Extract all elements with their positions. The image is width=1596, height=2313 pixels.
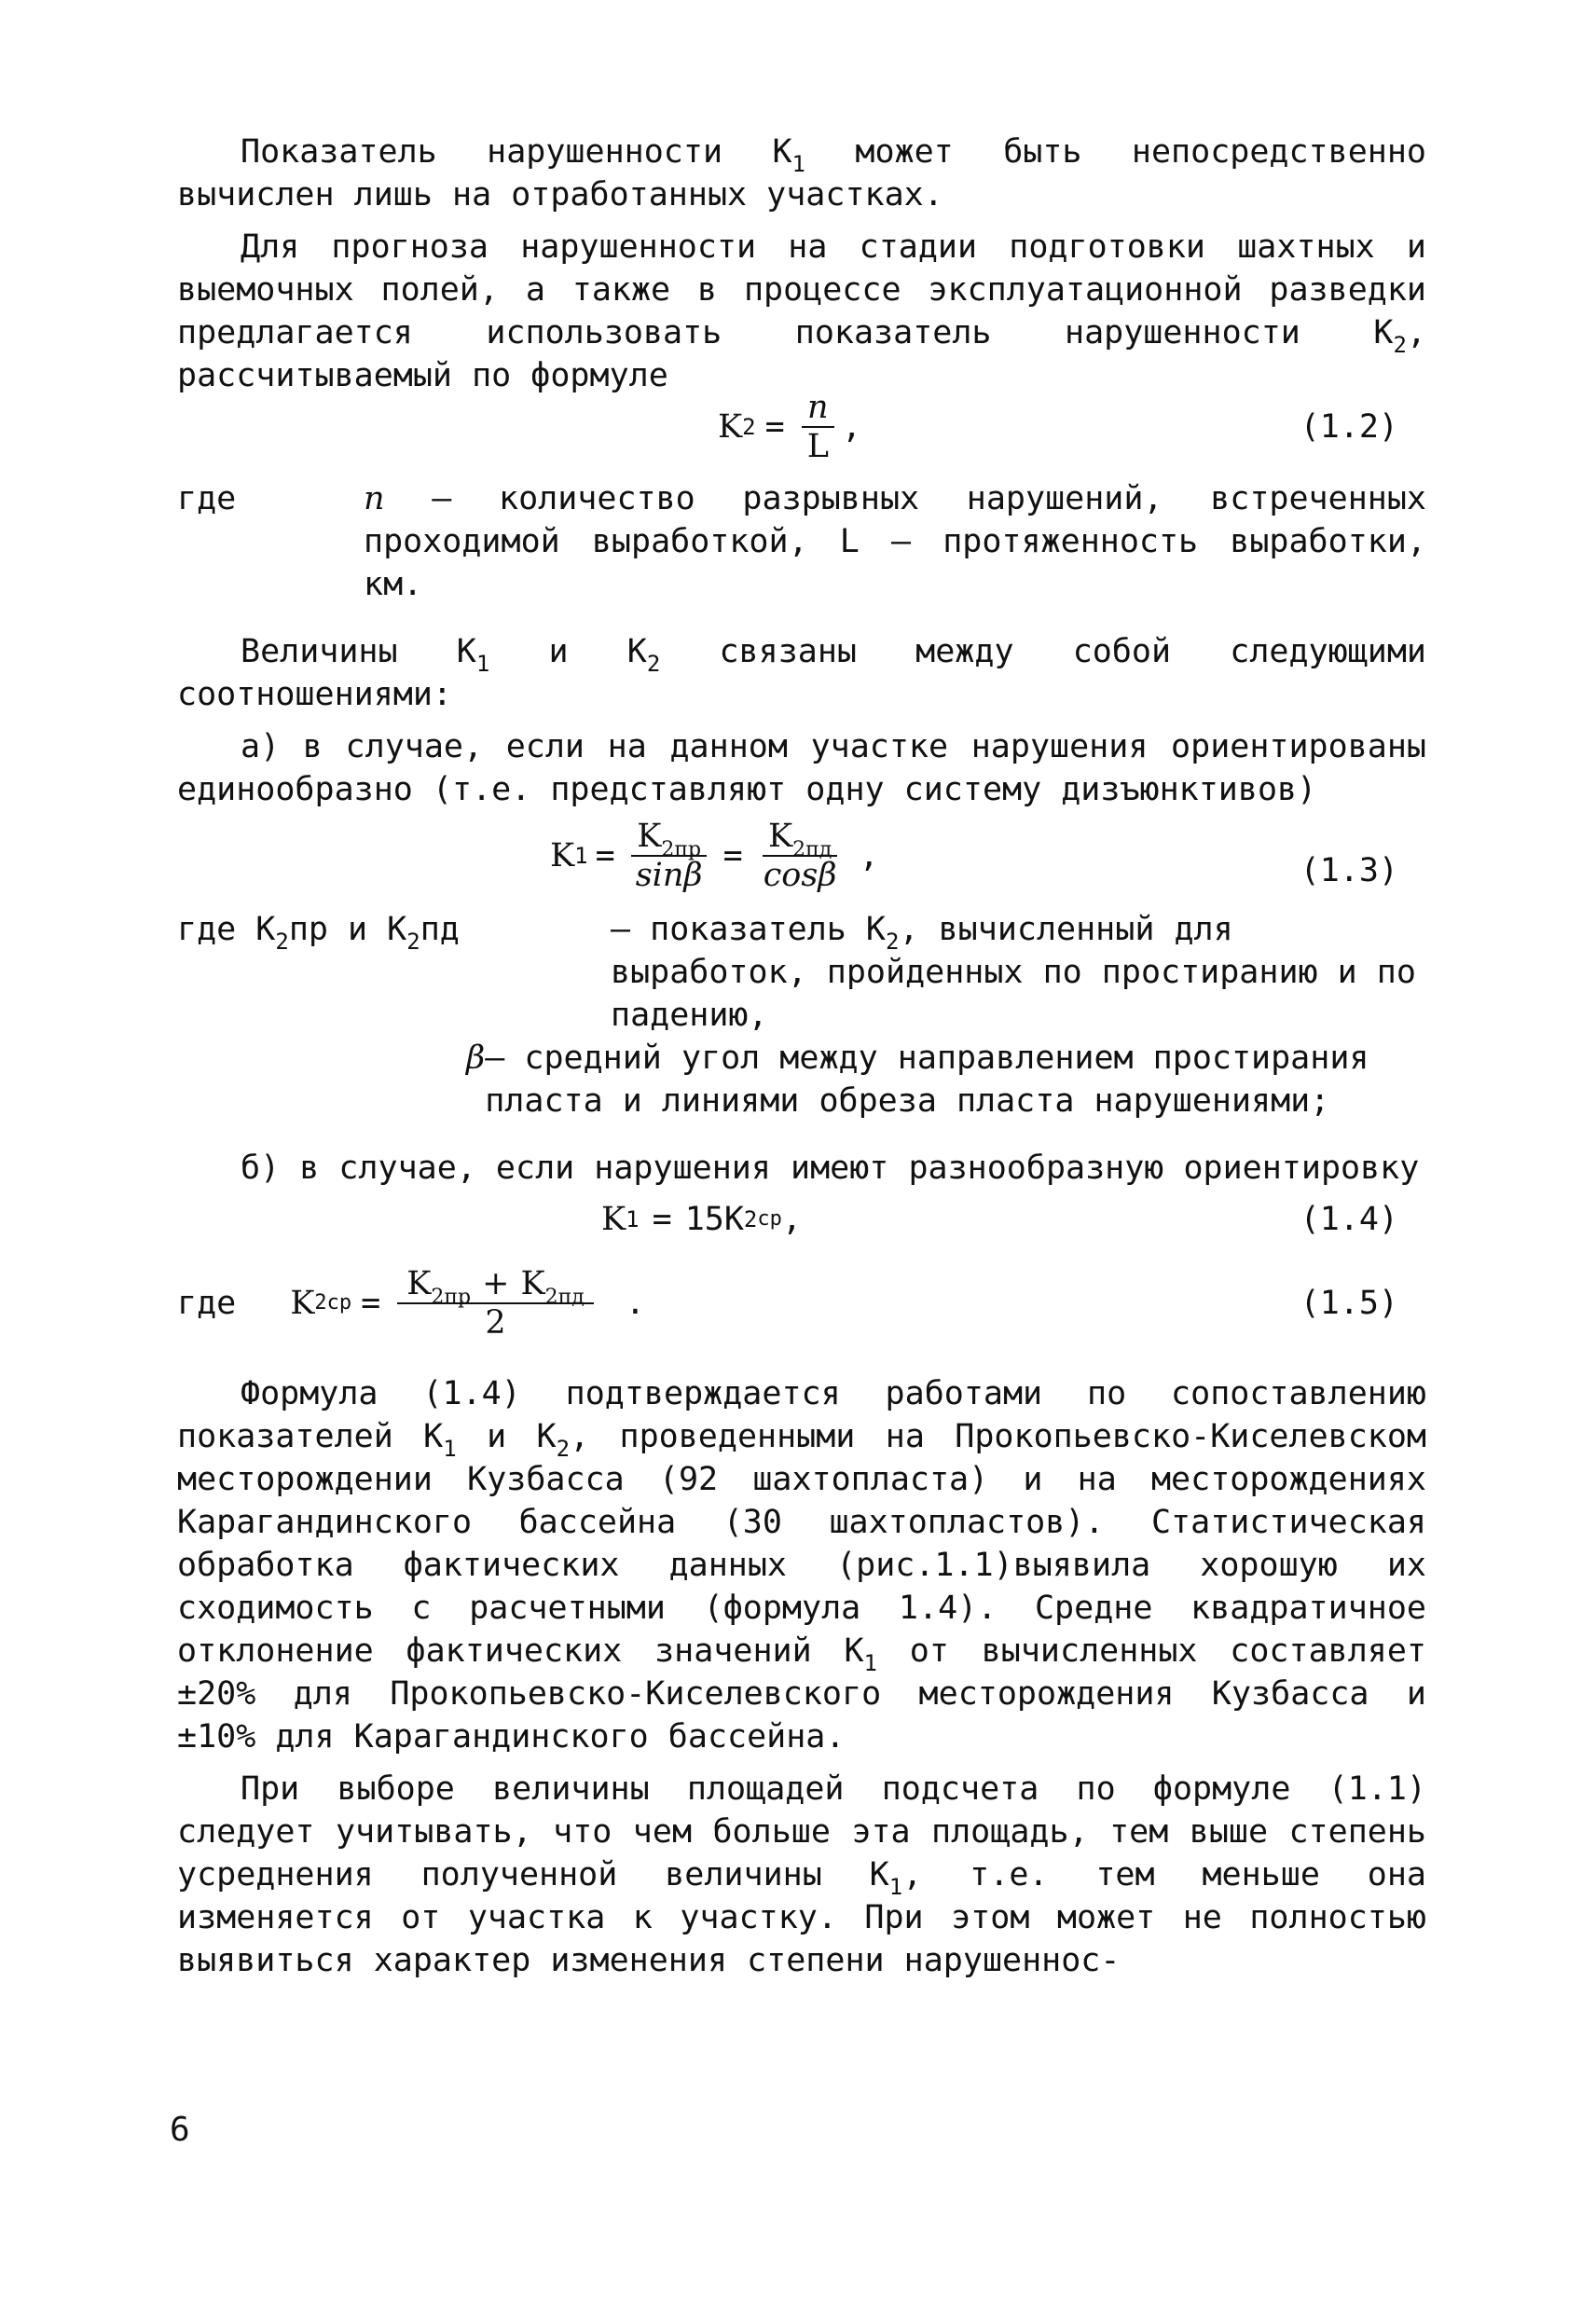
where-block-beta bbox=[466, 1037, 1426, 1122]
period: . bbox=[625, 1285, 645, 1322]
paragraph-6-text-rest: , проведенными на Прокопьевско-Киселевском месторождении Кузбасса (92 шахтопласта) и на месторождениях Карагандинского бассейна (30 шахтопластов). Статистическая обработка фактических данных (рис.1.1)выявила хорошую их сходимость с расчетными (формула 1.4). Средне квадратичное отклонение фактических значений K bbox=[177, 1418, 1426, 1670]
subscript: 2пр bbox=[661, 838, 702, 861]
where-text: – количество разрывных нарушений, встреченных проходимой выработкой, L – протяженность выработки, км. bbox=[364, 480, 1426, 603]
subscript: 2пр bbox=[431, 1286, 472, 1309]
paragraph-2 bbox=[177, 226, 1426, 397]
subscript: 1 bbox=[475, 651, 490, 677]
formula-1-3: K 1 = $\frac{K_{2пр}}{\sin\beta}$ = $\frac{K_{2пд}}{\cos\beta}$ , (1.3) bbox=[177, 811, 1426, 901]
subscript: 1 bbox=[791, 151, 805, 177]
plus-sign: + bbox=[482, 1265, 510, 1302]
formula-1-2: K 2 = $\frac{n}{L}$ , (1.2) bbox=[718, 389, 1398, 465]
formula-symbol: K bbox=[767, 818, 793, 855]
paragraph-6 bbox=[177, 1372, 1426, 1758]
comma: , bbox=[859, 837, 879, 874]
formula-1-5: где K 2ср = $\frac{K_{2пр} + K_{2пд}}{2}$ . (1.5) bbox=[177, 1259, 1426, 1348]
formula-symbol: K bbox=[718, 408, 743, 446]
where-block-2 bbox=[177, 908, 1426, 1037]
equation-number: (1.3) bbox=[1300, 852, 1398, 889]
subscript: 2 bbox=[1393, 332, 1407, 358]
paragraph-1 bbox=[177, 131, 1426, 216]
subscript: 1 bbox=[443, 1436, 457, 1462]
beta-symbol-wrap bbox=[466, 1037, 485, 1122]
subscript: 2пд bbox=[792, 838, 832, 861]
comma: , bbox=[841, 408, 862, 446]
numerator: n bbox=[802, 389, 834, 428]
subscript: 2 bbox=[646, 651, 661, 677]
page-number: 6 bbox=[170, 2111, 190, 2149]
paragraph-1-text-rest: может быть непосредственно вычислен лишь на отработанных участках. bbox=[177, 133, 1426, 213]
formula-symbol: K bbox=[601, 1201, 626, 1238]
comma: , bbox=[781, 1201, 802, 1238]
equals-sign: = bbox=[722, 837, 743, 874]
where-text: – показатель K bbox=[611, 911, 887, 948]
paragraph-6-text-end: от вычисленных составляет ±20% для Прокопьевско-Киселевского месторождения Кузбасса и ±10% для Карагандинского бассейна. bbox=[177, 1632, 1426, 1755]
where-text-rest: , вычисленный для выработок, пройденных по простиранию и по падению, bbox=[611, 911, 1416, 1034]
paragraph-3-text-mid: и K bbox=[489, 633, 647, 670]
where-label-2 bbox=[177, 908, 611, 1037]
paragraph-5: б) в случае, если нарушения имеют разнообразную ориентировку bbox=[241, 1150, 1420, 1187]
where-label: где K bbox=[177, 911, 276, 948]
paragraph-1-text: Показатель нарушенности K bbox=[241, 133, 792, 171]
beta-symbol: β bbox=[466, 1039, 486, 1077]
equation-number: (1.4) bbox=[1300, 1201, 1398, 1238]
subscript: 2пд bbox=[544, 1286, 585, 1309]
subscript-label: ср bbox=[757, 1207, 782, 1231]
where-label: где bbox=[177, 480, 237, 517]
paragraph-3-text: Величины K bbox=[241, 633, 476, 670]
numerator bbox=[763, 818, 837, 861]
where-description bbox=[364, 477, 1426, 606]
equation-number: (1.2) bbox=[1300, 408, 1398, 446]
equals-sign: = bbox=[764, 408, 785, 446]
equals-sign: = bbox=[595, 837, 615, 874]
numerator bbox=[631, 818, 707, 861]
denominator: cosβ bbox=[763, 857, 837, 894]
document-page bbox=[177, 131, 1426, 1982]
numerator bbox=[397, 1265, 594, 1309]
denominator: 2 bbox=[485, 1304, 506, 1342]
denominator: L bbox=[806, 428, 829, 465]
subscript: 2 bbox=[275, 929, 289, 955]
formula-symbol: K bbox=[550, 837, 575, 874]
subscript: 2 bbox=[406, 929, 420, 955]
paragraph-4: а) в случае, если на данном участке нарушения ориентированы единообразно (т.е. представляют одну систему дизъюнктивов) bbox=[177, 728, 1426, 808]
formula-rhs: 15K bbox=[684, 1201, 744, 1238]
paragraph-7 bbox=[177, 1768, 1426, 1982]
paragraph-3-text-rest: связаны между собой следующими соотношениями: bbox=[177, 633, 1426, 713]
subscript-label: пр bbox=[288, 911, 328, 948]
variable-symbol: n bbox=[364, 480, 385, 517]
subscript: 1 bbox=[863, 1650, 877, 1676]
formula-symbol: K bbox=[637, 818, 662, 855]
formula-symbol: K bbox=[406, 1265, 432, 1302]
paragraph-2-text: Для прогноза нарушенности на стадии подготовки шахтных и выемочных полей, а также в процессе эксплуатационной разведки предлагается использовать показатель нарушенности K bbox=[177, 228, 1426, 351]
formula-symbol: K bbox=[290, 1285, 315, 1322]
subscript: 2 bbox=[886, 929, 900, 955]
denominator: sinβ bbox=[635, 857, 703, 894]
where-description-2 bbox=[611, 908, 1426, 1037]
paragraph-2-text-rest: , рассчитываемый по формуле bbox=[177, 314, 1426, 394]
equation-number: (1.5) bbox=[1300, 1285, 1398, 1322]
where-label: где bbox=[177, 1285, 237, 1322]
paragraph-7-text: При выборе величины площадей подсчета по формуле (1.1) следует учитывать, что чем больше эта площадь, тем выше степень усреднения полученной величины K bbox=[177, 1770, 1426, 1893]
beta-description: – средний угол между направлением простирания пласта и линиями обреза пласта нарушениями; bbox=[485, 1039, 1369, 1120]
formula-1-4: K 1 = 15K 2 ср , (1.4) bbox=[177, 1190, 1426, 1249]
where-block-1 bbox=[177, 477, 1426, 606]
fraction-2 bbox=[758, 818, 843, 894]
fraction bbox=[397, 1265, 594, 1342]
fraction bbox=[802, 389, 834, 465]
subscript: 2 bbox=[556, 1436, 571, 1462]
subscript-label: пд bbox=[420, 911, 460, 948]
paragraph-3 bbox=[177, 630, 1426, 716]
where-and: и K bbox=[327, 911, 407, 948]
subscript: 1 bbox=[888, 1874, 903, 1900]
equals-sign: = bbox=[652, 1201, 672, 1238]
paragraph-7-text-rest: , т.е. тем меньше она изменяется от участка к участку. При этом может не полностью выявиться характер изменения степени нарушеннос- bbox=[177, 1856, 1427, 1979]
formula-symbol: K bbox=[520, 1265, 545, 1302]
paragraph-6-text: Формула (1.4) подтверждается работами по сопоставлению показателей K bbox=[177, 1375, 1426, 1455]
equals-sign: = bbox=[361, 1285, 381, 1322]
fraction-1 bbox=[630, 818, 709, 894]
paragraph-6-text-mid: и K bbox=[456, 1418, 557, 1455]
